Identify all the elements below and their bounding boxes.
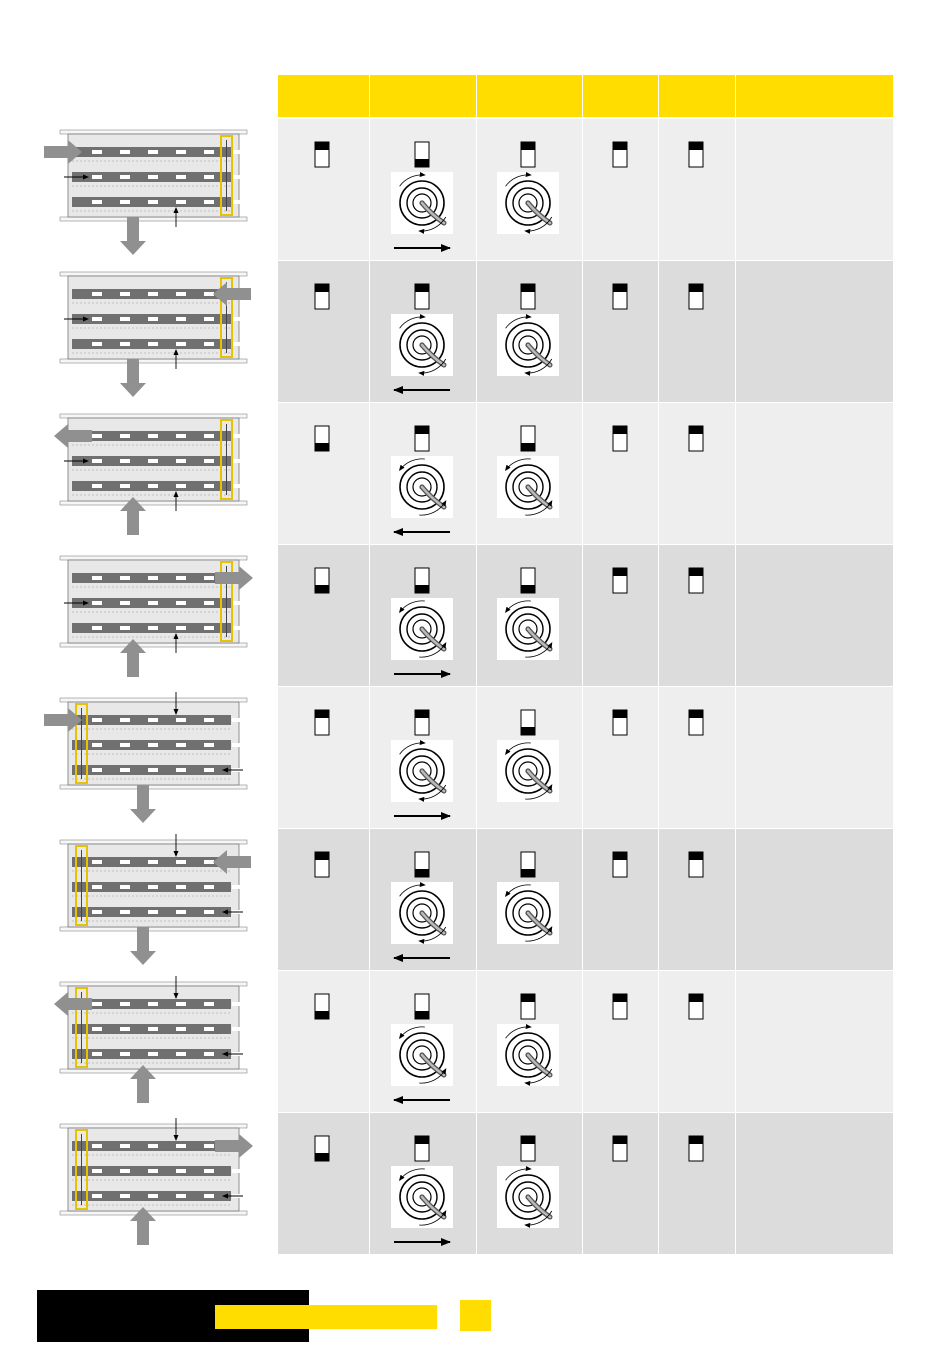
unit-diagram-4 (60, 556, 253, 677)
unit-diagram-2 (60, 272, 251, 397)
rotation-dial-a-icon (391, 882, 453, 944)
switch-3-icon (521, 284, 535, 309)
switch-4-icon (613, 852, 627, 877)
row-5 (44, 692, 703, 823)
switch-4-icon (613, 1136, 627, 1161)
switch-5-icon (689, 994, 703, 1019)
switch-5-icon (689, 426, 703, 451)
switch-5-icon (689, 852, 703, 877)
switch-5-icon (689, 142, 703, 167)
switch-1-icon (315, 568, 329, 593)
row-4 (60, 556, 703, 677)
rotation-dial-a-icon (391, 456, 453, 518)
switch-2-icon (415, 852, 429, 877)
switch-2-icon (415, 1136, 429, 1161)
switch-3-icon (521, 568, 535, 593)
switch-2-icon (415, 142, 429, 167)
outlet-arrow (130, 927, 156, 965)
rotation-dial-b-icon (497, 172, 559, 234)
switch-1-icon (315, 1136, 329, 1161)
switch-2-icon (415, 994, 429, 1019)
outlet-arrow (130, 785, 156, 823)
rotation-dial-b-icon (497, 456, 559, 518)
switch-3-icon (521, 994, 535, 1019)
switch-4-icon (613, 994, 627, 1019)
rotation-dial-b-icon (497, 882, 559, 944)
switch-1-icon (315, 852, 329, 877)
rotation-dial-a-icon (391, 1024, 453, 1086)
switch-2-icon (415, 568, 429, 593)
switch-3-icon (521, 852, 535, 877)
row-6 (60, 834, 703, 965)
switch-2-icon (415, 710, 429, 735)
unit-diagram-3 (54, 414, 247, 535)
switch-5-icon (689, 710, 703, 735)
outlet-arrow (120, 359, 146, 397)
switch-4-icon (613, 284, 627, 309)
unit-diagram-5 (44, 692, 247, 823)
switch-2-icon (415, 426, 429, 451)
switch-1-icon (315, 284, 329, 309)
rotation-dial-a-icon (391, 598, 453, 660)
switch-4-icon (613, 426, 627, 451)
switch-3-icon (521, 142, 535, 167)
rotation-dial-b-icon (497, 740, 559, 802)
switch-1-icon (315, 710, 329, 735)
unit-diagram-8 (60, 1118, 253, 1245)
switch-1-icon (315, 426, 329, 451)
rotation-dial-b-icon (497, 598, 559, 660)
switch-5-icon (689, 284, 703, 309)
row-3 (54, 414, 703, 535)
switch-3-icon (521, 1136, 535, 1161)
switch-2-icon (415, 284, 429, 309)
rotation-dial-a-icon (391, 314, 453, 376)
switch-4-icon (613, 710, 627, 735)
row-1 (44, 130, 703, 255)
switch-4-icon (613, 142, 627, 167)
switch-5-icon (689, 568, 703, 593)
unit-diagram-6 (60, 834, 251, 965)
switch-1-icon (315, 994, 329, 1019)
rotation-dial-b-icon (497, 1166, 559, 1228)
outlet-arrow (120, 217, 146, 255)
switch-3-icon (521, 426, 535, 451)
switch-3-icon (521, 710, 535, 735)
unit-diagram-7 (54, 976, 247, 1103)
rotation-dial-b-icon (497, 1024, 559, 1086)
row-8 (60, 1118, 703, 1245)
switch-5-icon (689, 1136, 703, 1161)
rotation-dial-a-icon (391, 740, 453, 802)
rotation-dial-a-icon (391, 1166, 453, 1228)
rotation-dial-b-icon (497, 314, 559, 376)
row-2 (60, 272, 703, 397)
unit-diagram-1 (44, 130, 247, 255)
rotation-dial-a-icon (391, 172, 453, 234)
row-7 (54, 976, 703, 1103)
switch-4-icon (613, 568, 627, 593)
switch-1-icon (315, 142, 329, 167)
